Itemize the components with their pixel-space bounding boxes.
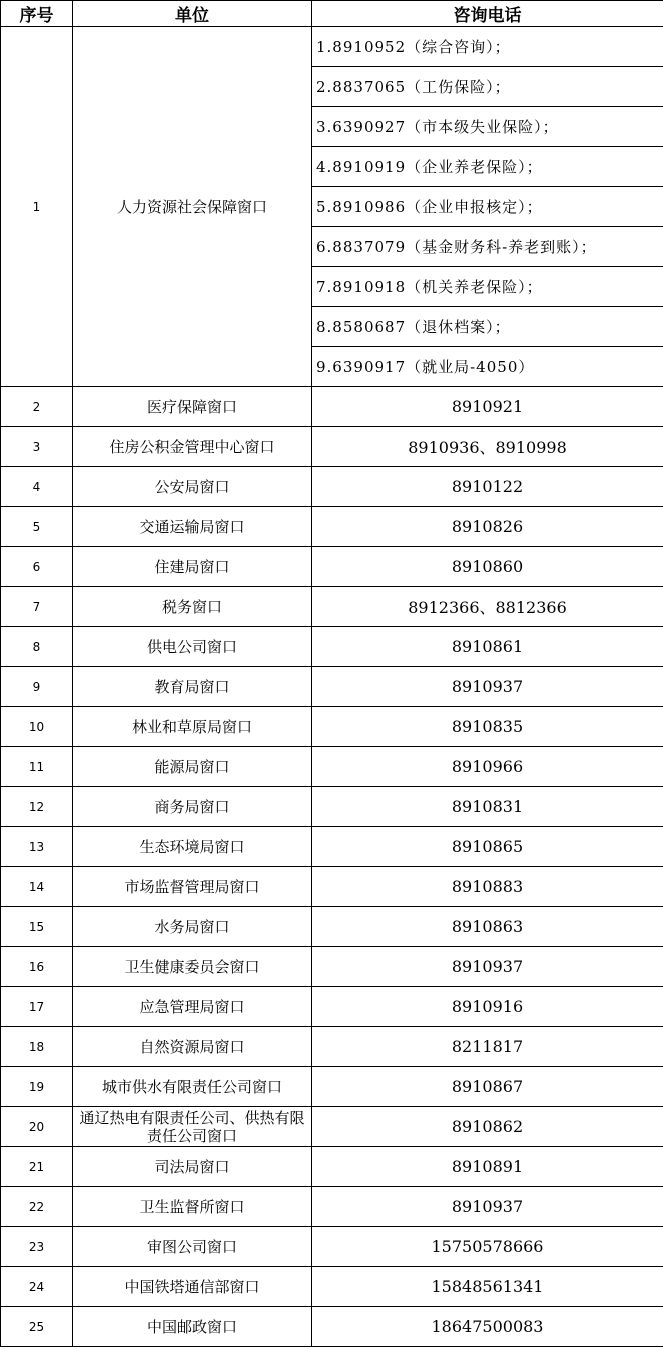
phone-cell: 8910937 [312,667,663,707]
phone-list [312,27,663,386]
serial-cell: 19 [1,1067,73,1107]
header-serial: 序号 [1,1,73,27]
unit-cell: 中国邮政窗口 [73,1307,312,1347]
table-row [1,387,663,427]
phone-cell: 8912366、8812366 [312,587,663,627]
unit-cell: 住建局窗口 [73,547,312,587]
unit-cell: 医疗保障窗口 [73,387,312,427]
table-row [1,627,663,667]
serial-cell: 24 [1,1267,73,1307]
table-row [1,1227,663,1267]
table-row [1,787,663,827]
serial-cell: 17 [1,987,73,1027]
unit-cell: 供电公司窗口 [73,627,312,667]
serial-cell: 10 [1,707,73,747]
list-item [312,307,663,347]
unit-cell: 市场监督管理局窗口 [73,867,312,907]
unit-cell: 住房公积金管理中心窗口 [73,427,312,467]
phone-cell: 8910891 [312,1147,663,1187]
unit-cell: 林业和草原局窗口 [73,707,312,747]
unit-cell: 审图公司窗口 [73,1227,312,1267]
serial-cell: 23 [1,1227,73,1267]
phone-list-cell [312,27,663,387]
table-row [1,1267,663,1307]
phone-entry: 6.8837079（基金财务科-养老到账）； [312,227,663,267]
phone-entry: 8.8580687（退休档案）； [312,307,663,347]
serial-cell: 1 [1,27,73,387]
list-item [312,347,663,387]
phone-cell: 8910863 [312,907,663,947]
phone-cell: 8910916 [312,987,663,1027]
table-row [1,427,663,467]
unit-cell: 公安局窗口 [73,467,312,507]
serial-cell: 9 [1,667,73,707]
unit-cell: 税务窗口 [73,587,312,627]
serial-cell: 14 [1,867,73,907]
unit-cell: 卫生健康委员会窗口 [73,947,312,987]
table-row [1,1067,663,1107]
table-row [1,947,663,987]
phone-cell: 8910860 [312,547,663,587]
serial-cell: 7 [1,587,73,627]
serial-cell: 18 [1,1027,73,1067]
phone-cell: 8910966 [312,747,663,787]
table-row [1,507,663,547]
table-row [1,1107,663,1147]
table-row [1,987,663,1027]
phone-entry: 5.8910986（企业申报核定）； [312,187,663,227]
phone-cell: 18647500083 [312,1307,663,1347]
phone-cell: 8910865 [312,827,663,867]
serial-cell: 16 [1,947,73,987]
list-item [312,227,663,267]
phone-cell: 8910867 [312,1067,663,1107]
header-phone: 咨询电话 [312,1,663,27]
serial-cell: 15 [1,907,73,947]
header-unit: 单位 [73,1,312,27]
table-row [1,27,663,387]
serial-cell: 22 [1,1187,73,1227]
serial-cell: 5 [1,507,73,547]
unit-cell: 能源局窗口 [73,747,312,787]
phone-cell: 8910883 [312,867,663,907]
unit-cell: 城市供水有限责任公司窗口 [73,1067,312,1107]
list-item [312,107,663,147]
list-item [312,67,663,107]
unit-cell: 自然资源局窗口 [73,1027,312,1067]
unit-cell: 司法局窗口 [73,1147,312,1187]
phone-cell: 8910835 [312,707,663,747]
phone-cell: 8910861 [312,627,663,667]
unit-cell: 水务局窗口 [73,907,312,947]
table-row [1,547,663,587]
phone-cell: 8211817 [312,1027,663,1067]
phone-cell: 8910831 [312,787,663,827]
serial-cell: 2 [1,387,73,427]
serial-cell: 20 [1,1107,73,1147]
table-row [1,747,663,787]
phone-entry: 9.6390917（就业局-4050） [312,347,663,387]
phone-cell: 8910862 [312,1107,663,1147]
table-row [1,907,663,947]
list-item [312,267,663,307]
serial-cell: 21 [1,1147,73,1187]
unit-cell: 中国铁塔通信部窗口 [73,1267,312,1307]
phone-cell: 8910122 [312,467,663,507]
phone-cell: 15848561341 [312,1267,663,1307]
phone-cell: 8910937 [312,947,663,987]
unit-cell: 通辽热电有限责任公司、供热有限责任公司窗口 [73,1107,312,1147]
table-row [1,587,663,627]
serial-cell: 12 [1,787,73,827]
header-row [1,1,663,27]
serial-cell: 11 [1,747,73,787]
phone-cell: 8910921 [312,387,663,427]
serial-cell: 8 [1,627,73,667]
unit-cell: 商务局窗口 [73,787,312,827]
table-row [1,707,663,747]
table-row [1,467,663,507]
serial-cell: 6 [1,547,73,587]
table-row [1,867,663,907]
unit-cell: 卫生监督所窗口 [73,1187,312,1227]
phone-entry: 4.8910919（企业养老保险）； [312,147,663,187]
phone-entry: 7.8910918（机关养老保险）； [312,267,663,307]
table-row [1,667,663,707]
table-row [1,1147,663,1187]
list-item [312,187,663,227]
table-row [1,1027,663,1067]
phone-entry: 1.8910952（综合咨询）； [312,27,663,67]
phone-entry: 2.8837065（工伤保险）； [312,67,663,107]
phone-cell: 8910826 [312,507,663,547]
list-item [312,27,663,67]
serial-cell: 25 [1,1307,73,1347]
list-item [312,147,663,187]
unit-cell: 人力资源社会保障窗口 [73,27,312,387]
table-row [1,827,663,867]
unit-cell: 教育局窗口 [73,667,312,707]
serial-cell: 4 [1,467,73,507]
phone-entry: 3.6390927（市本级失业保险）； [312,107,663,147]
table-row [1,1187,663,1227]
table-row [1,1307,663,1347]
unit-cell: 应急管理局窗口 [73,987,312,1027]
unit-cell: 生态环境局窗口 [73,827,312,867]
phone-cell: 15750578666 [312,1227,663,1267]
phone-cell: 8910936、8910998 [312,427,663,467]
unit-cell: 交通运输局窗口 [73,507,312,547]
serial-cell: 3 [1,427,73,467]
phone-cell: 8910937 [312,1187,663,1227]
serial-cell: 13 [1,827,73,867]
